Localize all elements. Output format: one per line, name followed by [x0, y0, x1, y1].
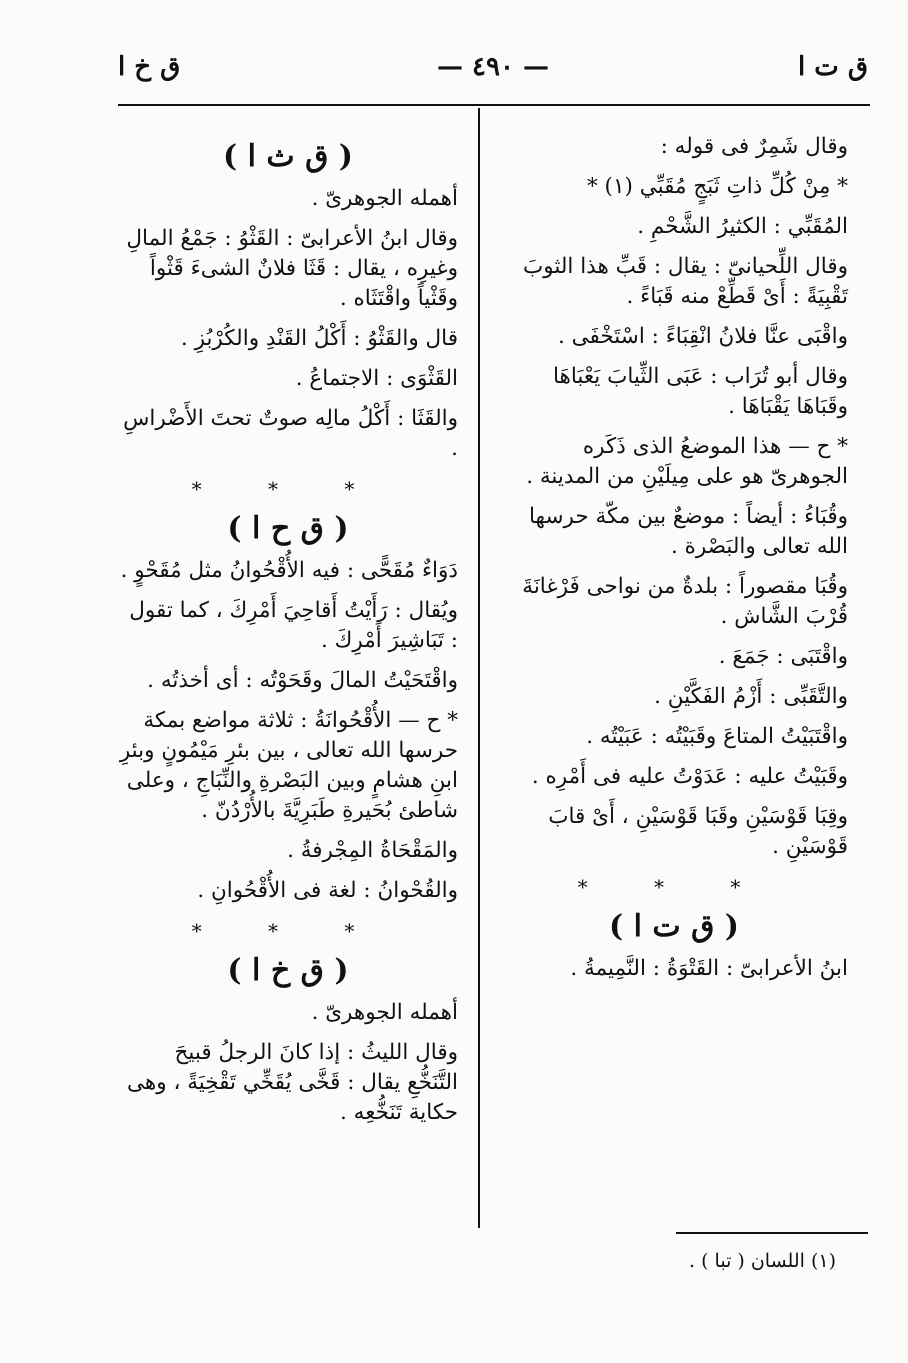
- section-separator: * * *: [191, 919, 385, 943]
- section-title: ( ق خ ا ): [227, 953, 349, 988]
- paragraph: والتَّقَبِّى : أَزْمُ الفَكَّيْنِ .: [654, 684, 848, 709]
- paragraph: وقال شَمِرٌ فى قوله :: [660, 134, 848, 159]
- section-separator: * * *: [191, 477, 385, 501]
- footnote-rule: [676, 1232, 868, 1234]
- section-title: ( ق ت ا ): [608, 909, 740, 944]
- paragraph: وقَبَيْتُ عليه : عَدَوْتُ عليه فى أَمْرِه .: [531, 764, 848, 789]
- paragraph: واقْتَبَى : جَمَعَ .: [718, 644, 848, 669]
- paragraph: أهمله الجوهرىّ .: [311, 1000, 458, 1025]
- section-title: ( ق ح ا ): [227, 511, 349, 546]
- paragraph: واقْتَحَيْتُ المالَ وقَحَوْتُه : أى أخذتُه .: [147, 668, 458, 693]
- section-title: ( ق ث ا ): [222, 139, 354, 174]
- paragraph: وقال ابنُ الأعرابىّ : القَثْوُ : جَمْعُ المالِ وغيرِه ، يقال : قَثَا فلانٌ الشىءَ قَثْواً وقَثْياً واقْتَثَاه .: [126, 226, 458, 311]
- paragraph: وقِبَا قَوْسَيْنِ وقَبَا قَوْسَيْنِ ، أَىْ قابَ قَوْسَيْنِ .: [548, 804, 848, 859]
- section-separator: * * *: [577, 875, 771, 899]
- paragraph: * ح — هذا الموضعُ الذى ذَكَره الجوهرىّ هو على مِيلَيْنِ من المدينة .: [526, 434, 848, 489]
- paragraph: وقال اللِّحيانىّ : يقال : قَبِّ هذا الثوبَ تَقْبِيَةً : أَىْ قَطِّعْ منه قَبَاءً .: [523, 254, 848, 309]
- paragraph: والقَثَا : أَكْلُ مالِه صوتٌ تحتَ الأَضْراسِ .: [123, 406, 458, 461]
- column-divider: [478, 108, 480, 1228]
- paragraph: واقْبَى عنَّا فلانُ انْقِبَاءً : اسْتَخْفَى .: [557, 324, 848, 349]
- paragraph: ويُقال : رَأَيْتُ أَقاحِيَ أَمْرِكَ ، كما تقول : تَبَاشِيرَ أَمْرِكَ .: [129, 598, 458, 653]
- left-column: [118, 132, 458, 1138]
- header-rule: [118, 104, 870, 106]
- verse-line: * مِنْ كُلِّ ذاتِ ثَبَجٍ مُقَبِّي (١) *: [586, 174, 848, 199]
- paragraph: واقْتَبَيْتُ المتاعَ وقَبَيْتُه : عَبَيْتُه .: [586, 724, 848, 749]
- paragraph: دَوَاءٌ مُقَحًّى : فيه الأُقْحُوانُ مثل مُقَحْوٍ .: [120, 558, 458, 583]
- paragraph: وقُبَاءُ : أيضاً : موضعٌ بين مكّة حرسها الله تعالى والبَصْرة .: [529, 504, 848, 559]
- right-column: [500, 132, 848, 994]
- paragraph: وقال أبو تُرَاب : عَبَى الثِّيابَ يَعْبَاهَا وقَبَاهَا يَقْبَاهَا .: [552, 364, 848, 419]
- page-header: [118, 52, 868, 96]
- header-root-right: ق ت ا: [798, 52, 868, 82]
- paragraph: قال والقَثْوُ : أَكْلُ القَنْدِ والكُرْبُزِ .: [180, 326, 458, 351]
- paragraph: والمَقْحَاةُ المِجْرفةُ .: [287, 838, 458, 863]
- paragraph: المُقَبِّي : الكثيرُ الشَّحْمِ .: [637, 214, 848, 239]
- header-root-left: ق خ ا: [118, 52, 181, 82]
- paragraph: أهمله الجوهرىّ .: [311, 186, 458, 211]
- paragraph: القَثْوَى : الاجتماعُ .: [295, 366, 458, 391]
- paragraph: ابنُ الأعرابىّ : القَتْوَةُ : النَّمِيمةُ .: [570, 956, 848, 981]
- paragraph: والقُحْوانُ : لغة فى الأُقْحُوانِ .: [197, 878, 458, 903]
- page-number: — ٤٩٠ —: [436, 52, 550, 82]
- paragraph: وقُبَا مقصوراً : بلدةٌ من نواحى فَرْغانَةَ قُرْبَ الشَّاش .: [522, 574, 848, 629]
- paragraph: وقال الليثُ : إذا كانَ الرجلُ قبيحَ التَّنَخُّعِ يقال : قَخَّى يُقَخِّي تَقْخِيَةً ، وهى حكاية تَنَخُّعِه .: [126, 1040, 458, 1125]
- footnote: (١) اللسان ( تبا ) .: [689, 1250, 836, 1272]
- paragraph: * ح — الأُقْحُوانَةُ : ثلاثة مواضع بمكة حرسها الله تعالى ، بين بئرِ مَيْمُونٍ وبئرِ ابنِ هشامٍ وبين البَصْرةِ والنِّبَاجِ ، وعلى شاطئ بُحَيرةِ طَبَرِيَّةَ بالأُرْدُنّ .: [119, 708, 458, 823]
